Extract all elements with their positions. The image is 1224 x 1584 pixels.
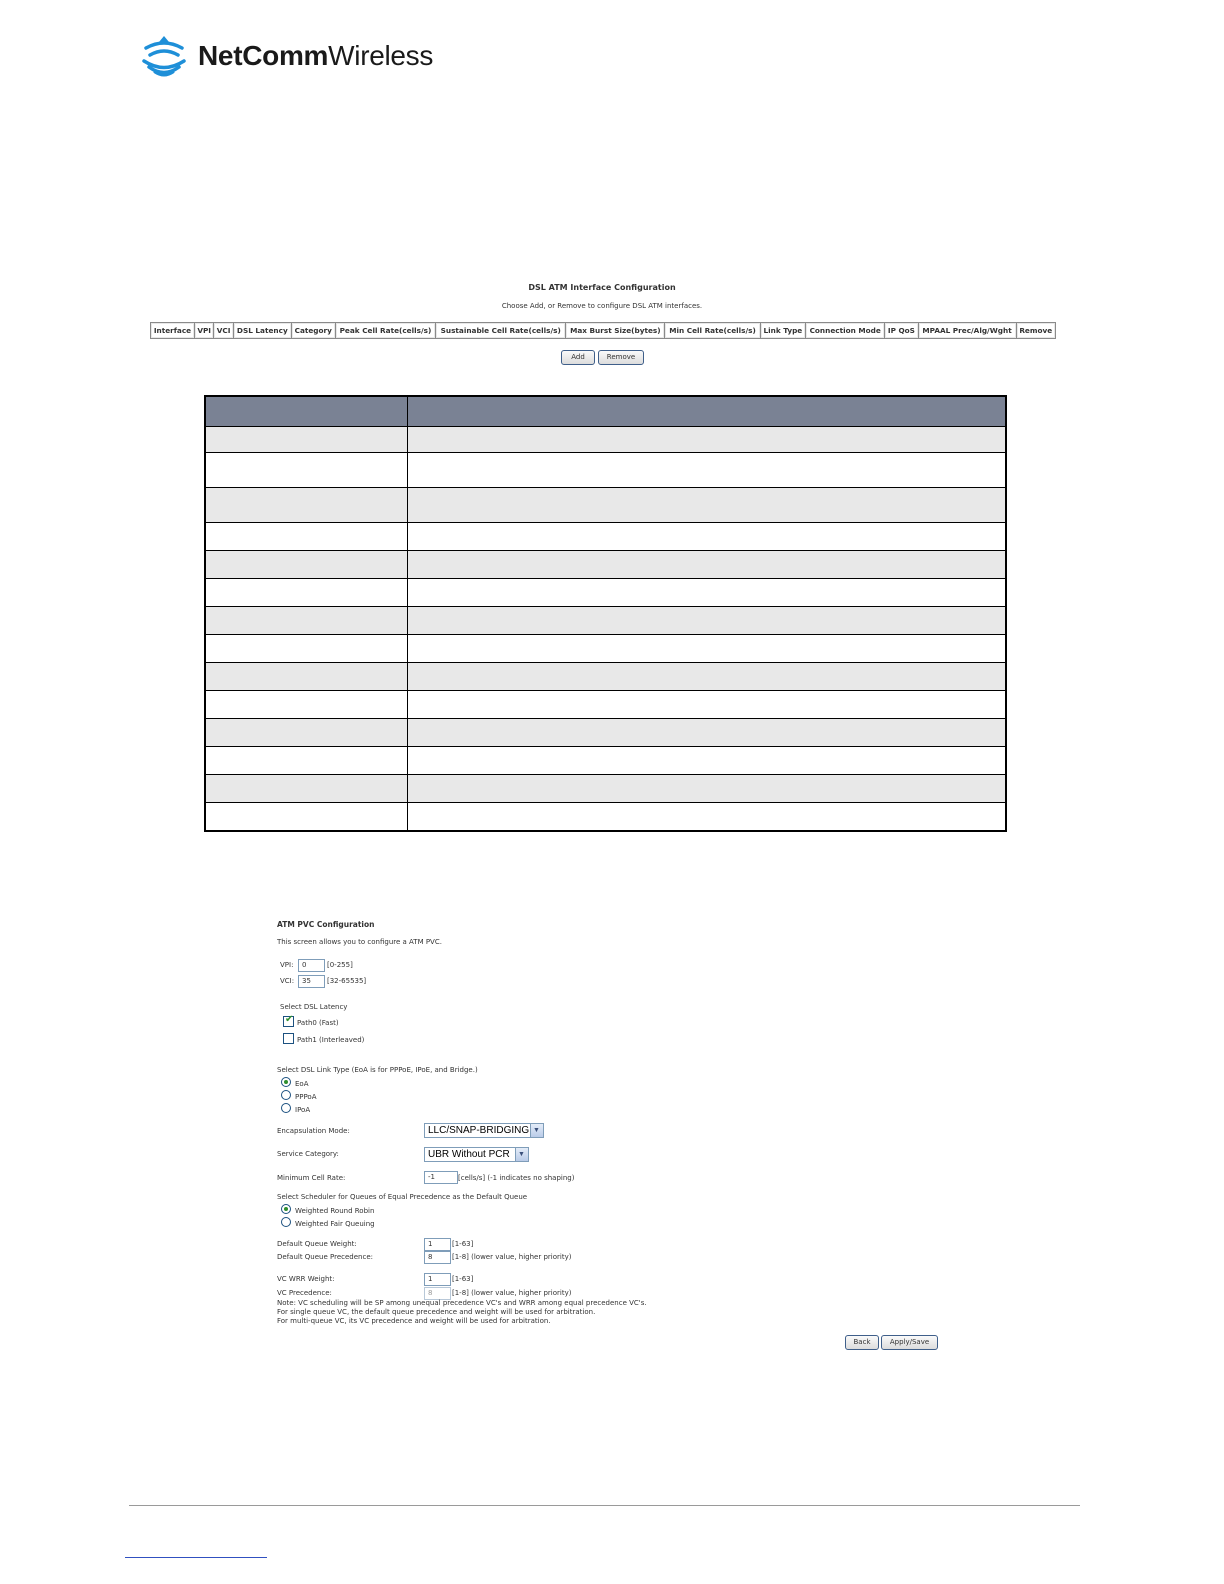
column-header: Connection Mode — [806, 323, 885, 339]
column-header: Category — [291, 323, 335, 339]
encap-label: Encapsulation Mode: — [277, 1127, 350, 1135]
dq-prec-input[interactable]: 8 — [424, 1251, 451, 1264]
table-row — [205, 691, 1006, 719]
wrr-radio[interactable] — [281, 1204, 291, 1214]
vpi-label: VPI: — [280, 961, 294, 969]
column-header: Max Burst Size(bytes) — [566, 323, 665, 339]
description-table — [204, 395, 1007, 832]
path1-checkbox[interactable] — [283, 1033, 294, 1044]
footer-divider — [129, 1505, 1080, 1506]
vci-input[interactable]: 35 — [298, 975, 325, 988]
path0-checkbox[interactable] — [283, 1016, 294, 1027]
table-row — [205, 607, 1006, 635]
pppoa-radio[interactable] — [281, 1090, 291, 1100]
dq-weight-label: Default Queue Weight: — [277, 1240, 357, 1248]
back-button[interactable]: Back — [845, 1335, 879, 1350]
table-row — [205, 427, 1006, 453]
service-value: UBR Without PCR — [428, 1149, 510, 1160]
encap-select[interactable] — [424, 1123, 544, 1138]
column-header: MPAAL Prec/Alg/Wght — [918, 323, 1016, 339]
note-line: For multi-queue VC, its VC precedence and weight will be used for arbitration. — [277, 1317, 551, 1325]
ipoa-label: IPoA — [295, 1106, 311, 1114]
table-row — [205, 523, 1006, 551]
vc-prec-input[interactable]: 8 — [424, 1287, 451, 1300]
table-row — [205, 453, 1006, 488]
footer-link-underline — [125, 1557, 267, 1558]
note-line: For single queue VC, the default queue precedence and weight will be used for arbitration. — [277, 1308, 596, 1316]
radio-selected-icon — [284, 1207, 288, 1211]
dq-prec-range: [1-8] (lower value, higher priority) — [452, 1253, 572, 1261]
table-row — [205, 488, 1006, 523]
remove-button[interactable]: Remove — [598, 350, 644, 365]
mcr-input[interactable]: -1 — [424, 1171, 458, 1184]
table-row — [205, 551, 1006, 579]
atm-interface-subtitle: Choose Add, or Remove to configure DSL ATM interfaces. — [501, 302, 703, 310]
dq-prec-label: Default Queue Precedence: — [277, 1253, 374, 1261]
column-header: Link Type — [760, 323, 805, 339]
wifi-logo-icon — [140, 34, 188, 78]
radio-selected-icon — [284, 1080, 288, 1084]
vpi-input[interactable]: 0 — [298, 959, 325, 972]
pvc-title: ATM PVC Configuration — [277, 920, 375, 929]
table-row — [205, 775, 1006, 803]
vc-wrr-range: [1-63] — [452, 1275, 474, 1283]
chevron-down-icon — [515, 1148, 528, 1161]
wrr-label: Weighted Round Robin — [295, 1207, 375, 1215]
header-cell — [205, 396, 408, 427]
vc-prec-range: [1-8] (lower value, higher priority) — [452, 1289, 572, 1297]
pvc-intro: This screen allows you to configure a ATM PVC. — [277, 938, 442, 946]
column-header: Peak Cell Rate(cells/s) — [335, 323, 435, 339]
atm-interface-table — [150, 322, 1056, 339]
wfq-label: Weighted Fair Queuing — [295, 1220, 375, 1228]
column-header: DSL Latency — [233, 323, 291, 339]
table-row — [205, 579, 1006, 607]
vc-prec-label: VC Precedence: — [277, 1289, 332, 1297]
chevron-down-icon — [530, 1124, 543, 1137]
pppoa-label: PPPoA — [295, 1093, 317, 1101]
column-header: Interface — [151, 323, 195, 339]
vc-wrr-input[interactable]: 1 — [424, 1273, 451, 1286]
encap-value: LLC/SNAP-BRIDGING — [428, 1125, 530, 1136]
vci-label: VCI: — [280, 977, 295, 985]
column-header: Sustainable Cell Rate(cells/s) — [436, 323, 566, 339]
eoa-label: EoA — [295, 1080, 309, 1088]
table-row — [205, 719, 1006, 747]
table-row — [205, 635, 1006, 663]
note-line: Note: VC scheduling will be SP among unequal precedence VC's and WRR among equal precedence VC's. — [277, 1299, 647, 1307]
column-header: Min Cell Rate(cells/s) — [665, 323, 760, 339]
link-type-label: Select DSL Link Type (EoA is for PPPoE, IPoE, and Bridge.) — [277, 1066, 478, 1074]
atm-interface-title: DSL ATM Interface Configuration — [528, 283, 676, 292]
wfq-radio[interactable] — [281, 1217, 291, 1227]
apply-save-button[interactable]: Apply/Save — [881, 1335, 938, 1350]
column-header: VCI — [214, 323, 233, 339]
table-header-row — [205, 396, 1006, 427]
dq-weight-input[interactable]: 1 — [424, 1238, 451, 1251]
column-header: Remove — [1016, 323, 1055, 339]
vpi-range: [0-255] — [327, 961, 353, 969]
dq-weight-range: [1-63] — [452, 1240, 474, 1248]
vci-range: [32-65535] — [327, 977, 367, 985]
service-select[interactable] — [424, 1147, 529, 1162]
header-cell — [408, 396, 1007, 427]
mcr-hint: [cells/s] (-1 indicates no shaping) — [458, 1174, 575, 1182]
column-header: VPI — [194, 323, 213, 339]
service-label: Service Category: — [277, 1150, 339, 1158]
brand-logo — [140, 32, 433, 80]
eoa-radio[interactable] — [281, 1077, 291, 1087]
table-header-row — [151, 323, 1056, 339]
ipoa-radio[interactable] — [281, 1103, 291, 1113]
latency-label: Select DSL Latency — [280, 1003, 348, 1011]
scheduler-label: Select Scheduler for Queues of Equal Precedence as the Default Queue — [277, 1193, 528, 1201]
vc-wrr-label: VC WRR Weight: — [277, 1275, 335, 1283]
add-button[interactable]: Add — [561, 350, 595, 365]
brand-name: NetCommWireless — [198, 40, 434, 71]
mcr-label: Minimum Cell Rate: — [277, 1174, 346, 1182]
column-header: IP QoS — [885, 323, 918, 339]
table-row — [205, 747, 1006, 775]
checkmark-icon: ✔ — [285, 1014, 294, 1025]
table-row — [205, 803, 1006, 831]
path1-label: Path1 (Interleaved) — [297, 1036, 365, 1044]
path0-label: Path0 (Fast) — [297, 1019, 339, 1027]
table-row — [205, 663, 1006, 691]
